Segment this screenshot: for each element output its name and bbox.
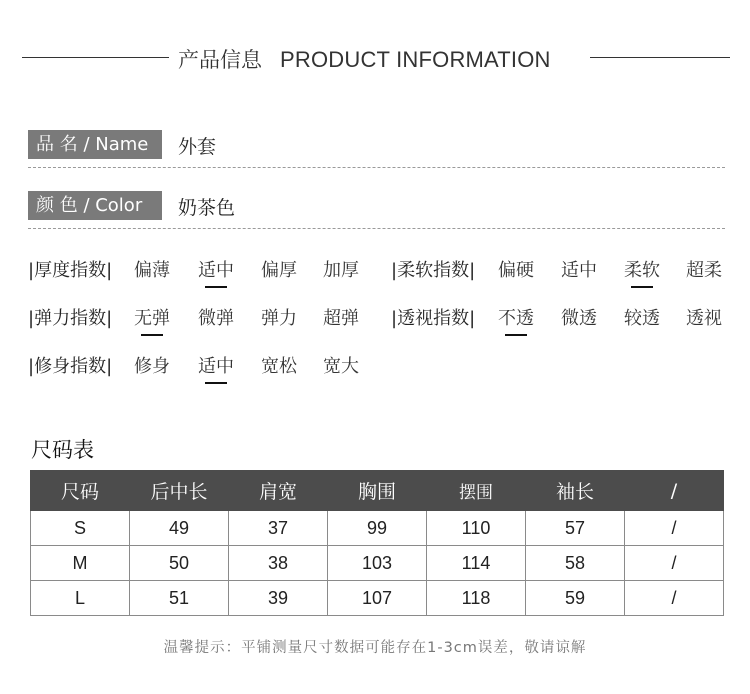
info-value-color: 奶茶色 xyxy=(178,197,236,219)
index-option: 修身 xyxy=(134,356,170,377)
column-header: 袖长 xyxy=(526,471,625,511)
info-label-color: 颜 色 / Color xyxy=(28,191,162,220)
section-title xyxy=(178,44,551,74)
index-option-selected: 不透 xyxy=(498,304,534,330)
dashed-divider xyxy=(28,167,725,168)
section-title-en: PRODUCT INFORMATION xyxy=(280,47,551,72)
column-header: 胸围 xyxy=(328,471,427,511)
table-cell: 39 xyxy=(229,581,328,616)
table-cell: / xyxy=(625,581,724,616)
index-label-fit: |修身指数| xyxy=(28,356,113,377)
selected-underline xyxy=(205,382,227,384)
index-option: 宽松 xyxy=(261,356,297,377)
header-divider-right xyxy=(590,57,730,58)
selected-underline xyxy=(505,334,527,336)
index-option: 偏厚 xyxy=(261,260,297,281)
column-header: / xyxy=(625,471,724,511)
index-label-softness: |柔软指数| xyxy=(391,260,476,281)
index-option-selected: 适中 xyxy=(198,352,234,378)
index-label-transparency: |透视指数| xyxy=(391,308,476,329)
index-option: 超柔 xyxy=(686,260,722,281)
index-option: 微弹 xyxy=(198,308,234,329)
column-header: 肩宽 xyxy=(229,471,328,511)
index-label-thickness: |厚度指数| xyxy=(28,260,113,281)
table-cell: 103 xyxy=(328,546,427,581)
index-option-selected: 适中 xyxy=(198,256,234,282)
table-cell: L xyxy=(31,581,130,616)
index-option: 弹力 xyxy=(261,308,297,329)
info-label-name: 品 名 / Name xyxy=(28,130,162,159)
info-value-name: 外套 xyxy=(178,136,217,158)
table-row xyxy=(31,581,724,616)
index-option: 透视 xyxy=(686,308,722,329)
table-cell: 110 xyxy=(427,511,526,546)
section-title-cn: 产品信息 xyxy=(178,48,262,72)
index-option: 超弹 xyxy=(323,308,359,329)
table-cell: 50 xyxy=(130,546,229,581)
table-row xyxy=(31,546,724,581)
table-cell: M xyxy=(31,546,130,581)
column-header: 尺码 xyxy=(31,471,130,511)
index-option: 偏硬 xyxy=(498,260,534,281)
table-cell: 114 xyxy=(427,546,526,581)
index-option: 适中 xyxy=(561,260,597,281)
header-divider-left xyxy=(22,57,169,58)
table-cell: 57 xyxy=(526,511,625,546)
dashed-divider xyxy=(28,228,725,229)
index-option: 宽大 xyxy=(323,356,359,377)
selected-underline xyxy=(205,286,227,288)
table-cell: 118 xyxy=(427,581,526,616)
table-cell: 51 xyxy=(130,581,229,616)
table-cell: S xyxy=(31,511,130,546)
column-header: 摆围 xyxy=(427,471,526,511)
measurement-note: 温馨提示：平铺测量尺寸数据可能存在1-3cm误差，敬请谅解 xyxy=(163,640,587,656)
index-option: 微透 xyxy=(561,308,597,329)
table-cell: / xyxy=(625,511,724,546)
table-cell: 49 xyxy=(130,511,229,546)
size-chart-table xyxy=(30,470,724,616)
table-cell: 58 xyxy=(526,546,625,581)
index-option: 较透 xyxy=(624,308,660,329)
index-option-selected: 无弹 xyxy=(134,304,170,330)
column-header: 后中长 xyxy=(130,471,229,511)
table-cell: 37 xyxy=(229,511,328,546)
table-cell: 59 xyxy=(526,581,625,616)
index-option: 偏薄 xyxy=(134,260,170,281)
size-chart-title: 尺码表 xyxy=(31,438,94,462)
table-cell: 38 xyxy=(229,546,328,581)
index-option-selected: 柔软 xyxy=(624,256,660,282)
table-header-row xyxy=(31,471,724,511)
index-option: 加厚 xyxy=(323,260,359,281)
index-label-elasticity: |弹力指数| xyxy=(28,308,113,329)
table-row xyxy=(31,511,724,546)
table-cell: 99 xyxy=(328,511,427,546)
table-cell: / xyxy=(625,546,724,581)
table-cell: 107 xyxy=(328,581,427,616)
selected-underline xyxy=(141,334,163,336)
selected-underline xyxy=(631,286,653,288)
